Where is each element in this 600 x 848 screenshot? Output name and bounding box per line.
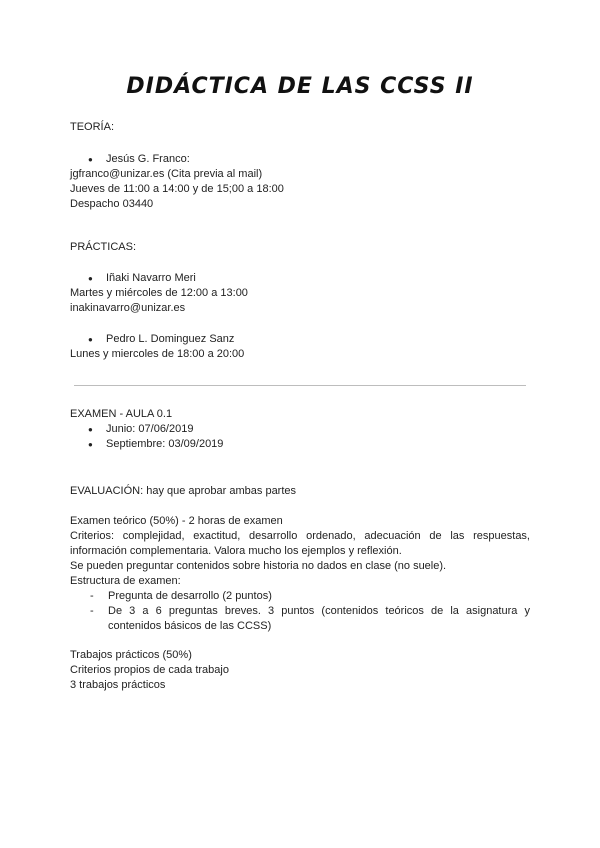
theory-email: jgfranco@unizar.es (Cita previa al mail)	[70, 168, 263, 180]
works-count: 3 trabajos prácticos	[70, 679, 166, 691]
practice-teacher1	[70, 271, 530, 316]
evaluation-exam	[70, 514, 530, 634]
evaluation-section	[70, 484, 530, 499]
practice-teacher1-name: ● Iñaki Navarro Meri	[70, 271, 530, 286]
practice-teacher2-hours: Lunes y miercoles de 18:00 a 20:00	[70, 348, 245, 360]
practice-teacher1-email: inakinavarro@unizar.es	[70, 302, 186, 314]
theory-heading: TEORÍA:	[70, 121, 115, 133]
evaluation-heading: EVALUACIÓN: hay que aprobar ambas partes	[70, 485, 297, 497]
exam-note: Se pueden preguntar contenidos sobre historia no dados en clase (no suele).	[70, 560, 447, 572]
practice-teacher2-name: ● Pedro L. Dominguez Sanz	[70, 332, 530, 347]
exam-criteria: Criterios: complejidad, exactitud, desarrollo ordenado, adecuación de las respuestas, información complementaria. Valora mucho los ejemplos y reflexión.	[70, 530, 530, 557]
works-criteria: Criterios propios de cada trabajo	[70, 664, 229, 676]
horizontal-divider	[74, 385, 526, 386]
theory-section	[70, 120, 530, 135]
exam-date-september: ● Septiembre: 03/09/2019	[70, 437, 530, 452]
document-title: DIDÁCTICA DE LAS CCSS II	[126, 74, 474, 99]
exam-heading: EXAMEN - AULA 0.1	[70, 408, 173, 420]
practice-teacher1-hours: Martes y miércoles de 12:00 a 13:00	[70, 287, 248, 299]
structure-item: - Pregunta de desarrollo (2 puntos)	[70, 589, 530, 604]
practice-teacher2	[70, 332, 530, 362]
practice-section	[70, 240, 530, 255]
works-title: Trabajos prácticos (50%)	[70, 649, 192, 661]
practice-heading: PRÁCTICAS:	[70, 241, 137, 253]
evaluation-works	[70, 648, 530, 693]
exam-date-june: ● Junio: 07/06/2019	[70, 422, 530, 437]
theory-office: Despacho 03440	[70, 198, 154, 210]
exam-section	[70, 407, 530, 452]
theory-details	[70, 152, 530, 212]
theory-hours: Jueves de 11:00 a 14:00 y de 15;00 a 18:00	[70, 183, 284, 195]
structure-item: - De 3 a 6 preguntas breves. 3 puntos (contenidos teóricos de la asignatura y contenidos básicos de las CCSS)	[70, 604, 530, 634]
theory-teacher: ● Jesús G. Franco:	[70, 152, 530, 167]
exam-theory-title: Examen teórico (50%) - 2 horas de examen	[70, 515, 283, 527]
exam-structure-label: Estructura de examen:	[70, 575, 181, 587]
